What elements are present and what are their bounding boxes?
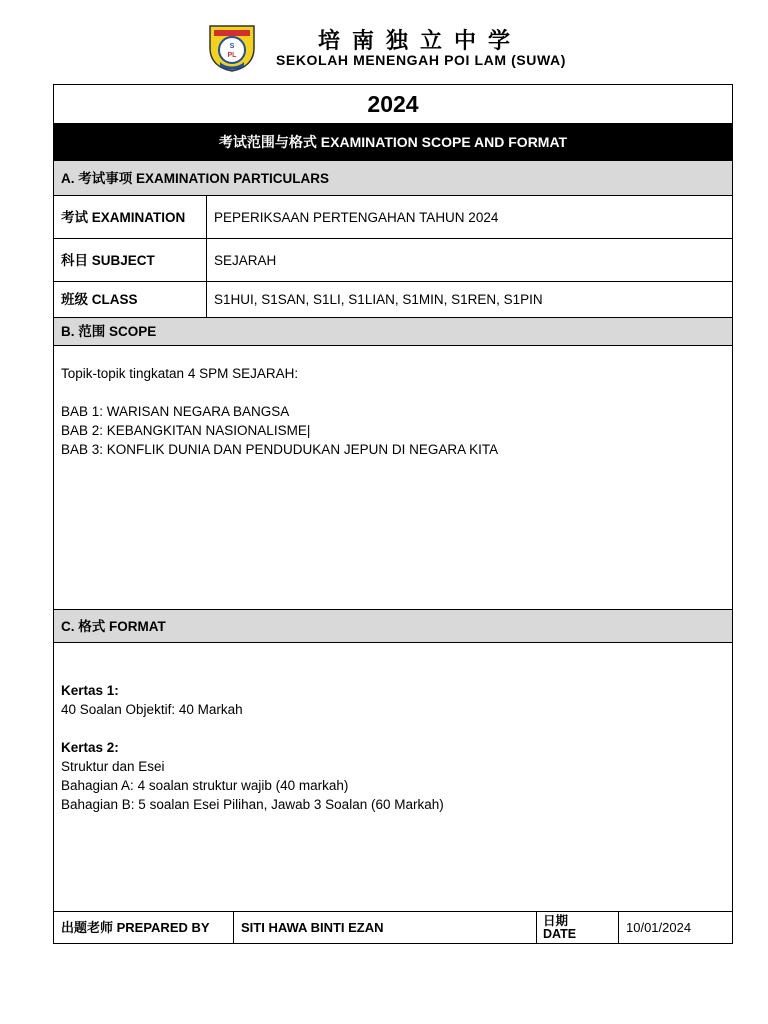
- page-header: [0, 0, 768, 84]
- format-body: [54, 643, 732, 912]
- exam-row: [54, 196, 732, 239]
- scope-item: BAB 3: KONFLIK DUNIA DAN PENDUDUKAN JEPUN DI NEGARA KITA: [61, 442, 499, 457]
- subject-value: SEJARAH: [214, 253, 277, 268]
- subject-label: 科目 SUBJECT: [54, 239, 207, 281]
- date-label: [537, 912, 619, 943]
- paper2-title: Kertas 2:: [61, 740, 119, 755]
- school-chinese-name: 培南独立中学: [317, 28, 522, 54]
- prepared-by-label: 出题老师 PREPARED BY: [54, 912, 234, 943]
- school-crest-icon: [208, 22, 256, 72]
- scope-item: BAB 1: WARISAN NEGARA BANGSA: [61, 404, 290, 419]
- section-c-heading: C. 格式 FORMAT: [54, 610, 732, 643]
- exam-form: [53, 84, 733, 944]
- paper2-line: Struktur dan Esei: [61, 759, 165, 774]
- date-label-cn: 日期: [543, 914, 569, 928]
- form-banner: 考试范围与格式 EXAMINATION SCOPE AND FORMAT: [54, 124, 732, 161]
- scope-body: [54, 346, 732, 610]
- paper1-title: Kertas 1:: [61, 683, 119, 698]
- exam-value: PEPERIKSAAN PERTENGAHAN TAHUN 2024: [214, 210, 499, 225]
- form-footer: [54, 912, 732, 943]
- school-malay-name: SEKOLAH MENENGAH POI LAM (SUWA): [275, 52, 567, 68]
- section-b-heading: B. 范围 SCOPE: [54, 318, 732, 346]
- scope-item: BAB 2: KEBANGKITAN NASIONALISME|: [61, 423, 311, 438]
- subject-row: [54, 239, 732, 282]
- date-value: 10/01/2024: [626, 920, 692, 935]
- date-label-en: DATE: [543, 927, 577, 941]
- svg-text:S: S: [229, 43, 235, 50]
- class-row: [54, 282, 732, 318]
- class-value: S1HUI, S1SAN, S1LI, S1LIAN, S1MIN, S1REN, S1PIN: [214, 292, 543, 307]
- paper2-line: Bahagian A: 4 soalan struktur wajib (40 markah): [61, 778, 349, 793]
- scope-intro: Topik-topik tingkatan 4 SPM SEJARAH:: [61, 366, 299, 381]
- svg-text:PL: PL: [227, 52, 237, 59]
- prepared-by-value: SITI HAWA BINTI EZAN: [234, 912, 537, 943]
- paper2-line: Bahagian B: 5 soalan Esei Pilihan, Jawab 3 Soalan (60 Markah): [61, 797, 444, 812]
- form-year: 2024: [54, 85, 732, 124]
- class-label: 班级 CLASS: [54, 282, 207, 317]
- paper1-desc: 40 Soalan Objektif: 40 Markah: [61, 702, 243, 717]
- exam-label: 考试 EXAMINATION: [54, 196, 207, 238]
- section-a-heading: A. 考试事项 EXAMINATION PARTICULARS: [54, 161, 732, 196]
